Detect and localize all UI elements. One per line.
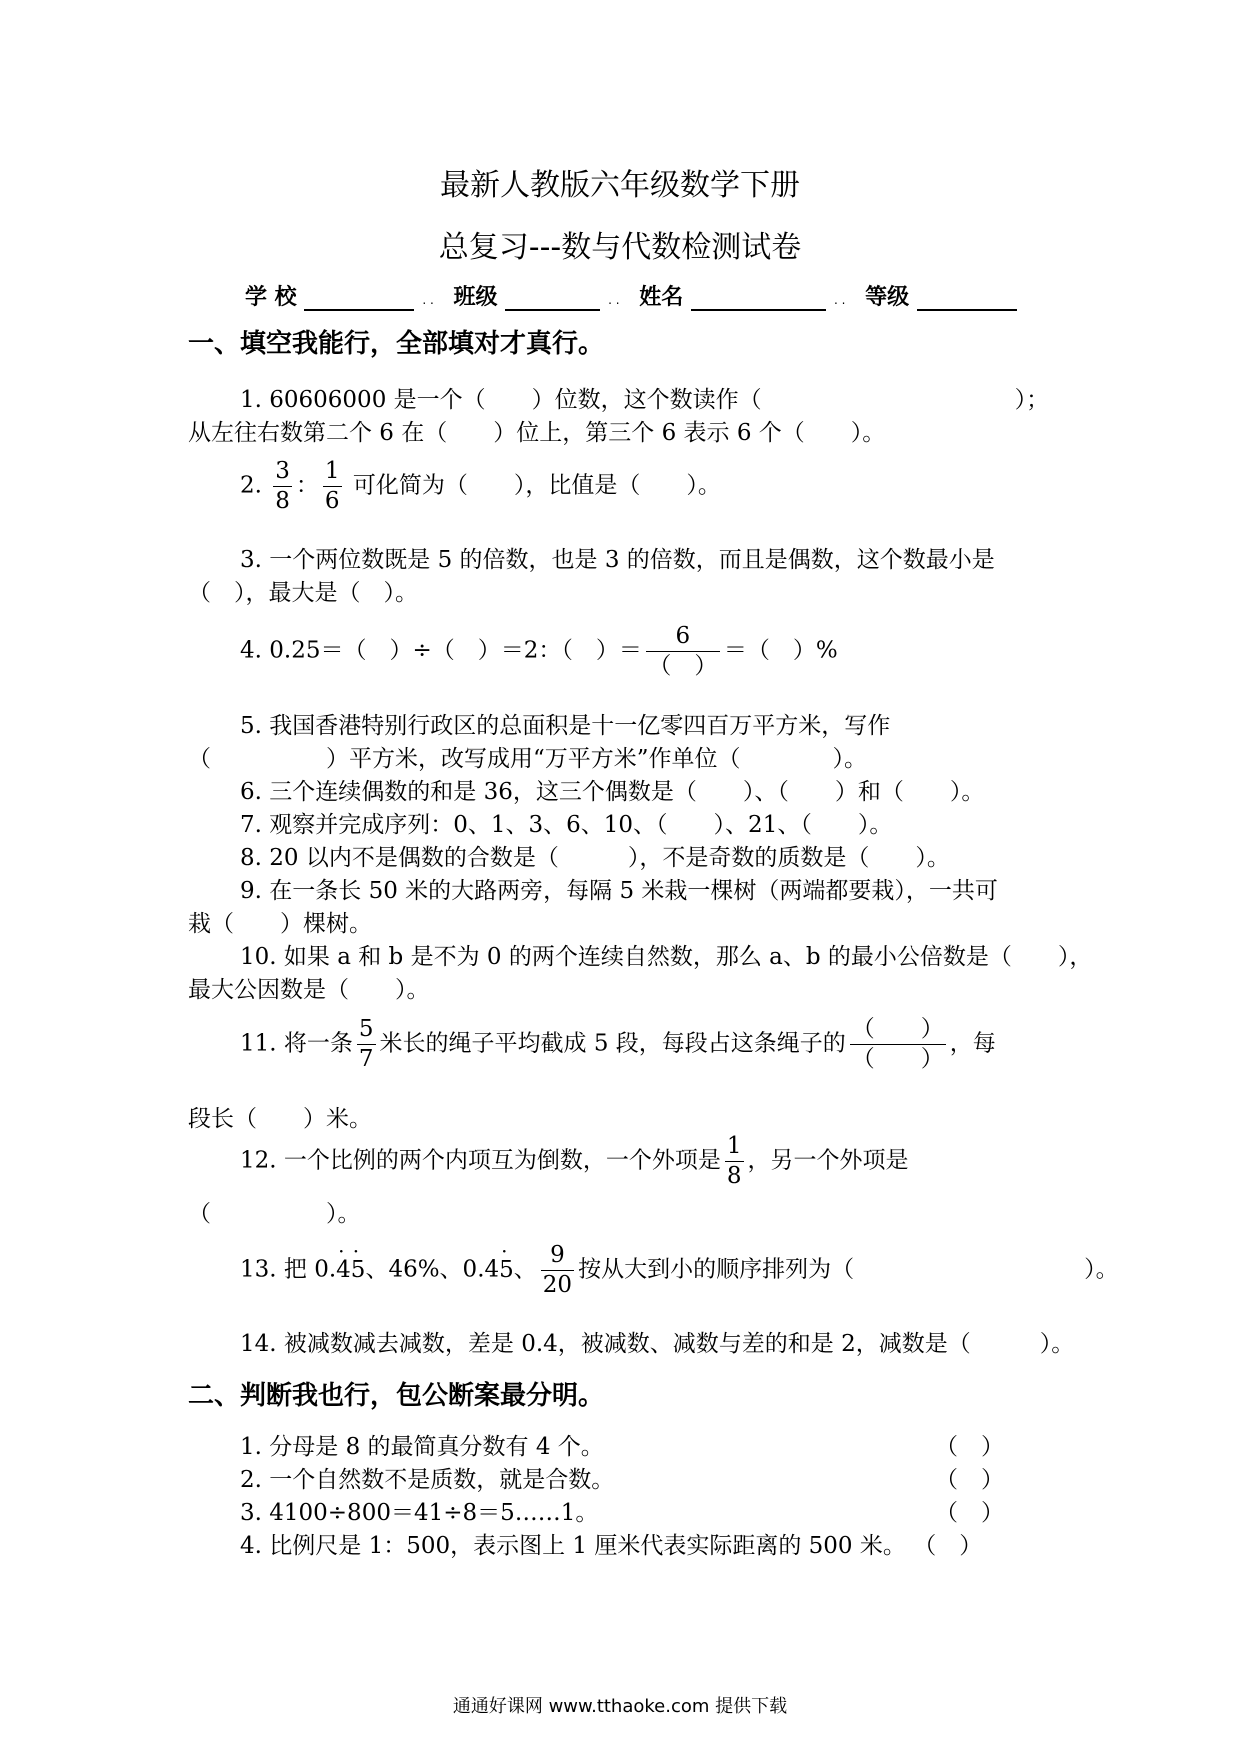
question-text: 12. 一个比例的两个内项互为倒数，一个外项是 [240, 1147, 721, 1174]
ratio-colon: ： [295, 472, 319, 499]
question-3-line-2: （ ），最大是（ ）。 [188, 580, 418, 606]
question-7: 7. 观察并完成序列：0、1、3、6、10、（ ）、21、（ ）。 [240, 812, 893, 838]
class-blank[interactable] [505, 285, 600, 311]
fraction: $\frac{1}{8}$ [726, 1133, 742, 1189]
question-text: ＝（ ）% [723, 637, 838, 664]
question-3-line-1: 3. 一个两位数既是 5 的倍数，也是 3 的倍数，而且是偶数，这个数最小是 [240, 547, 995, 573]
question-5-line-1: 5. 我国香港特别行政区的总面积是十一亿零四百万平方米，写作 [240, 713, 891, 739]
section-heading-2: 二、判断我也行，包公断案最分明。 [188, 1381, 605, 1411]
fraction: $\frac{9}{20}$ [542, 1242, 573, 1298]
judge-bracket[interactable]: （ ） [935, 1500, 1004, 1526]
question-1-line-1: 1. 60606000 是一个（ ）位数，这个数读作（ ）； [240, 387, 1050, 413]
question-5-line-2: （ ）平方米，改写成用“万平方米”作单位（ ）。 [188, 746, 868, 772]
question-text: ，另一个外项是 [747, 1147, 909, 1174]
question-text: 可化简为（ ），比值是（ ）。 [352, 472, 721, 499]
question-text: ，每 [949, 1030, 996, 1057]
name-label: 姓名 [639, 285, 684, 310]
school-label: 学 校 [245, 285, 297, 310]
question-text: 13. 把 0. [240, 1256, 337, 1283]
repeating-digit: · 5 [499, 1257, 514, 1283]
class-label: 班级 [453, 285, 498, 310]
fraction: $\frac{3}{8}$ [275, 458, 290, 514]
question-12-line-2: （ ）。 [188, 1201, 361, 1227]
question-14: 14. 被减数减去减数，差是 0.4，被减数、减数与差的和是 2，减数是（ ）。 [240, 1331, 1075, 1357]
question-4 [240, 625, 838, 678]
judge-text: 4. 比例尺是 1：500，表示图上 1 厘米代表实际距离的 500 米。 [240, 1533, 906, 1559]
question-10-line-1: 10. 如果 a 和 b 是不为 0 的两个连续自然数，那么 a、b 的最小公倍数是（ ）， [240, 944, 1093, 970]
fraction: $\frac{5}{7}$ [358, 1016, 374, 1072]
page-title: 最新人教版六年级数学下册 [440, 168, 800, 203]
separator: 、 [513, 1256, 537, 1283]
question-text: 11. 将一条 [240, 1030, 353, 1057]
fraction-blank: （ ） （ ） [851, 1016, 944, 1072]
question-text: 、46%、0.4 [365, 1256, 500, 1283]
question-text: 按从大到小的顺序排列为（ ）。 [578, 1256, 1119, 1283]
grade-blank[interactable] [917, 285, 1017, 311]
section-heading-1: 一、填空我能行，全部填对才真行。 [188, 329, 605, 359]
separator-dots: . . [608, 293, 620, 307]
separator-dots: . . [833, 293, 846, 307]
separator-dots: . . [422, 293, 434, 307]
judge-item-3 [240, 1494, 598, 1527]
question-text: 米长的绳子平均截成 5 段，每段占这条绳子的 [379, 1030, 846, 1057]
judge-item-2 [240, 1461, 614, 1494]
judge-bracket[interactable]: （ ） [935, 1467, 1004, 1493]
question-1-line-2: 从左往右数第二个 6 在（ ）位上，第三个 6 表示 6 个（ ）。 [188, 420, 886, 446]
repeating-digit: · 4 [336, 1257, 351, 1283]
question-text: 4. 0.25＝（ ）÷（ ）＝2：（ ）＝ [240, 637, 642, 664]
judge-bracket[interactable]: （ ） [913, 1533, 983, 1559]
question-11-line-2: 段长（ ）米。 [188, 1106, 372, 1132]
question-10-line-2: 最大公因数是（ ）。 [188, 977, 430, 1003]
question-number: 2. [240, 472, 262, 499]
school-blank[interactable] [304, 285, 414, 311]
judge-item-1 [240, 1428, 604, 1461]
question-6: 6. 三个连续偶数的和是 36，这三个偶数是（ ）、（ ）和（ ）。 [240, 779, 985, 805]
fraction: 6 （ ） [646, 625, 720, 678]
fraction: $\frac{1}{6}$ [324, 458, 340, 514]
grade-label: 等级 [865, 285, 910, 310]
question-9-line-1: 9. 在一条长 50 米的大路两旁，每隔 5 米栽一棵树（两端都要栽），一共可 [240, 878, 998, 904]
question-12 [240, 1135, 909, 1188]
question-2 [240, 460, 721, 513]
question-11 [240, 1018, 996, 1071]
judge-text: 2. 一个自然数不是质数，就是合数。 [240, 1467, 615, 1493]
name-blank[interactable] [691, 285, 826, 311]
judge-text: 3. 4100÷800＝41÷8＝5……1。 [240, 1500, 599, 1526]
judge-text: 1. 分母是 8 的最简真分数有 4 个。 [240, 1434, 604, 1460]
judge-bracket[interactable]: （ ） [935, 1434, 1004, 1460]
footer-credit: 通通好课网 www.tthaoke.com 提供下载 [452, 1696, 788, 1717]
question-8: 8. 20 以内不是偶数的合数是（ ），不是奇数的质数是（ ）。 [240, 845, 950, 871]
judge-item-4 [240, 1527, 982, 1560]
page-subtitle: 总复习---数与代数检测试卷 [438, 230, 802, 265]
student-info-row [245, 280, 1025, 311]
question-9-line-2: 栽（ ）棵树。 [188, 911, 372, 937]
repeating-digit: · 5 [351, 1257, 366, 1283]
question-13 [240, 1244, 1119, 1297]
